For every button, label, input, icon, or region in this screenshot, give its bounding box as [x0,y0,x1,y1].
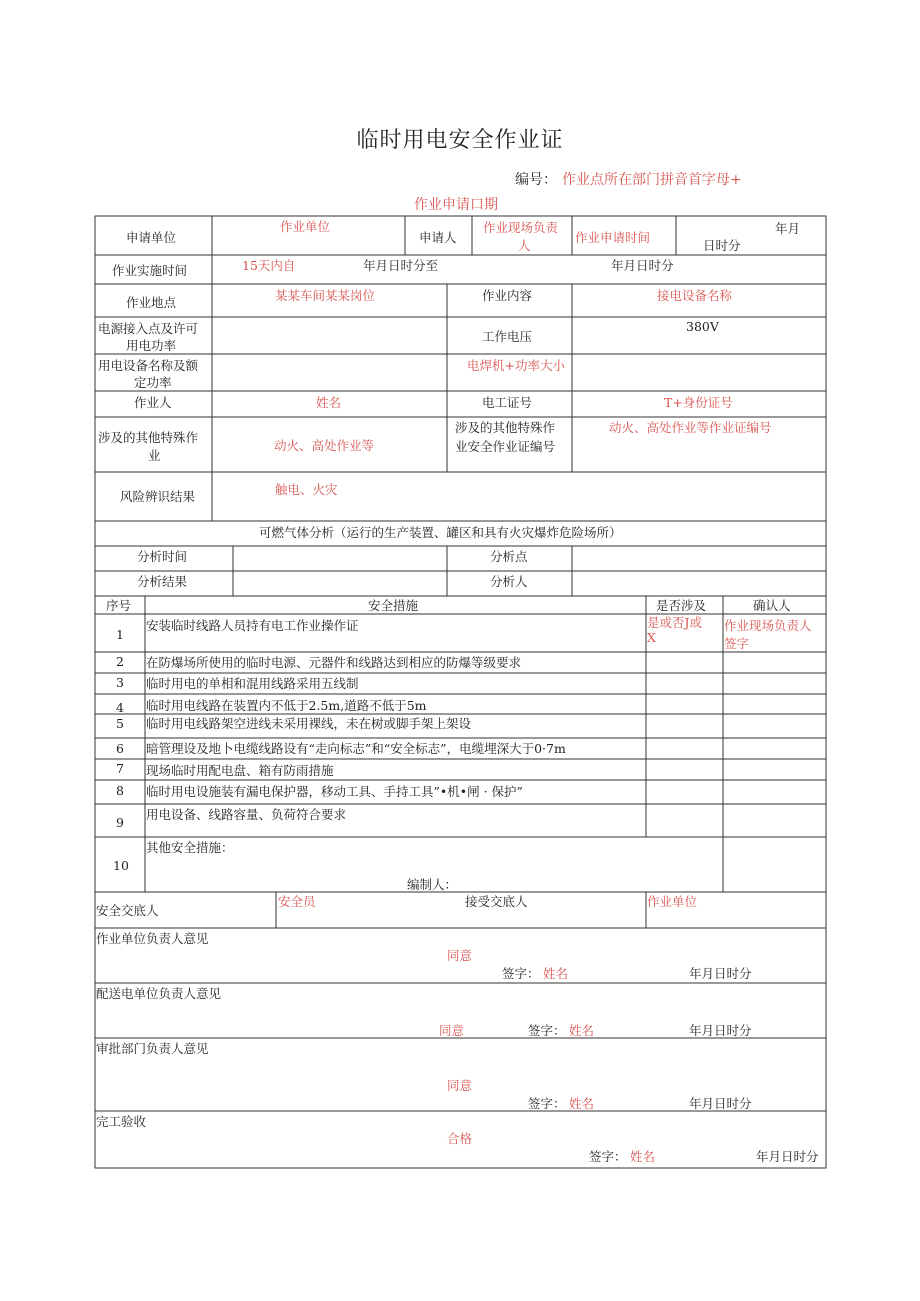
measure-no: 8 [116,783,124,798]
opinion-status: 同意 [447,1078,473,1093]
page-title: 临时用电安全作业证 [356,128,564,153]
voltage-value: 380V [686,319,719,334]
special-value: 动火、高处作业等 [274,438,375,453]
measure-no: 7 [116,761,124,776]
measure-no: 5 [116,716,124,731]
measure-text: 安装临时线路人员持有电工作业操作证 [146,618,359,633]
measure-no: 4 [116,700,124,715]
worker-value: 姓名 [316,395,342,410]
measure-no: 9 [116,815,124,830]
measure-text: 临时用电设施装有漏电保护器，移动工具、手持工具”•机•闸 · 保护” [146,784,523,799]
opinion-label: 审批部门负责人意见 [96,1041,209,1056]
opinion-date: 年月日时分 [689,1096,752,1111]
safety-handover-value: 安全员 [278,894,316,909]
special-cert-label-l2: 业安全作业证编号 [455,439,556,454]
sign-value: 姓名 [569,1096,595,1111]
safety-handover-label: 安全交底人 [96,903,159,918]
risk-value: 触电、火灾 [275,482,338,497]
equipment-label-l2: 定功率 [134,375,172,390]
confirm-hint: 作业现场负责人 [724,618,812,633]
involved-hint: 是或否J或 [647,615,703,630]
sign-value: 姓名 [630,1149,656,1164]
measure-text: 暗管理设及地卜电缆线路设有“走向标志”和“安全标志”，电缆埋深大于0·7m [146,741,566,756]
compiler-label: 编制人： [407,877,458,892]
opinion-date: 年月日时分 [689,1023,752,1038]
analyst-label: 分析人 [490,574,528,589]
special-cert-value: 动火、高处作业等作业证编号 [609,420,772,435]
risk-label: 风险辨识结果 [120,489,196,504]
work-time-from: 年月日时分至 [363,258,439,273]
col-confirm: 确认人 [753,598,791,613]
sign-label: 签字： [528,1096,566,1111]
work-time-label: 作业实施时间 [112,263,188,278]
analysis-point-label: 分析点 [490,549,528,564]
measure-text: 其他安全措施： [146,840,234,855]
cert-value: T+身份证号 [664,395,733,410]
apply-unit-value: 作业单位 [280,219,331,234]
receiver-label: 接受交底人 [465,894,528,909]
apply-time-suffix: 年月 [775,221,801,236]
opinion-date: 年月日时分 [756,1149,819,1164]
number-value: 作业点所在部门拼音首字母+ [562,172,742,188]
measure-no: 1 [116,627,124,642]
number-label: 编号： [515,172,557,188]
analysis-result-label: 分析结果 [137,574,188,589]
measure-text: 用电设备、线路容量、负荷符合要求 [146,807,347,822]
opinion-status: 合格 [447,1131,473,1146]
content-label: 作业内容 [482,288,533,303]
gas-analysis-header: 可燃气体分析（运行的生产装置、罐区和具有火灾爆炸危险场所） [259,525,622,540]
sign-value: 姓名 [569,1023,595,1038]
applicant-value: 作业现场负责 [483,220,559,235]
measure-text: 临时用电线路架空进线未采用裸线，未在树或脚手架上架设 [146,716,472,731]
applicant-value-l2: 人 [518,238,531,253]
opinion-date: 年月日时分 [689,966,752,981]
measure-no: 2 [116,654,124,669]
measure-text: 现场临时用配电盘、箱有防雨措施 [146,763,334,778]
col-no: 序号 [106,598,132,613]
location-value: 某某车间某某岗位 [275,288,376,303]
apply-time-suffix-l2: 日时分 [703,238,741,253]
opinion-label: 作业单位负责人意见 [96,931,209,946]
opinion-label: 完工验收 [96,1114,147,1129]
confirm-hint-l2: 签字 [724,636,750,651]
sign-label: 签字： [502,966,540,981]
receiver-value: 作业单位 [647,894,698,909]
work-time-value: 15天内自 [242,258,296,273]
involved-hint-l2: X [647,630,656,645]
measure-no: 6 [116,741,124,756]
measure-text: 临时用电的单相和混用线路采用五线制 [146,676,359,691]
measure-text: 临时用电线路在装置内不低于2.5m,道路不低于5m [146,698,427,713]
applicant-label: 申请人 [419,230,457,245]
measure-no: 3 [116,675,124,690]
sign-value: 姓名 [543,966,569,981]
work-time-to: 年月日时分 [611,258,674,273]
worker-label: 作业人 [134,395,172,410]
opinion-status: 同意 [439,1023,465,1038]
equipment-label: 用电设备名称及额 [98,358,199,373]
col-measure: 安全措施 [368,598,419,613]
apply-unit-label: 申请单位 [126,230,177,245]
equipment-value: 电焊机+功率大小 [467,358,565,373]
measure-text: 在防爆场所使用的临时电源、元器件和线路达到相应的防爆等级要求 [146,655,522,670]
special-label-l2: 业 [148,448,161,463]
special-cert-label: 涉及的其他特殊作 [455,420,556,435]
cert-label: 电工证号 [482,395,533,410]
power-point-label: 电源接入点及许可 [98,321,199,336]
number-value-line2: 作业申请口期 [414,197,498,213]
measure-no: 10 [113,858,129,873]
power-point-label-l2: 用电功率 [126,338,177,353]
voltage-label: 工作电压 [482,329,533,344]
col-involved: 是否涉及 [656,598,707,613]
sign-label: 签字： [589,1149,627,1164]
special-label: 涉及的其他特殊作 [98,430,199,445]
location-label: 作业地点 [126,295,177,310]
opinion-status: 同意 [447,948,473,963]
content-value: 接电设备名称 [657,288,733,303]
apply-time-value: 作业申请时间 [575,230,651,245]
analysis-time-label: 分析时间 [137,549,188,564]
opinion-label: 配送电单位负责人意见 [96,986,222,1001]
sign-label: 签字： [528,1023,566,1038]
